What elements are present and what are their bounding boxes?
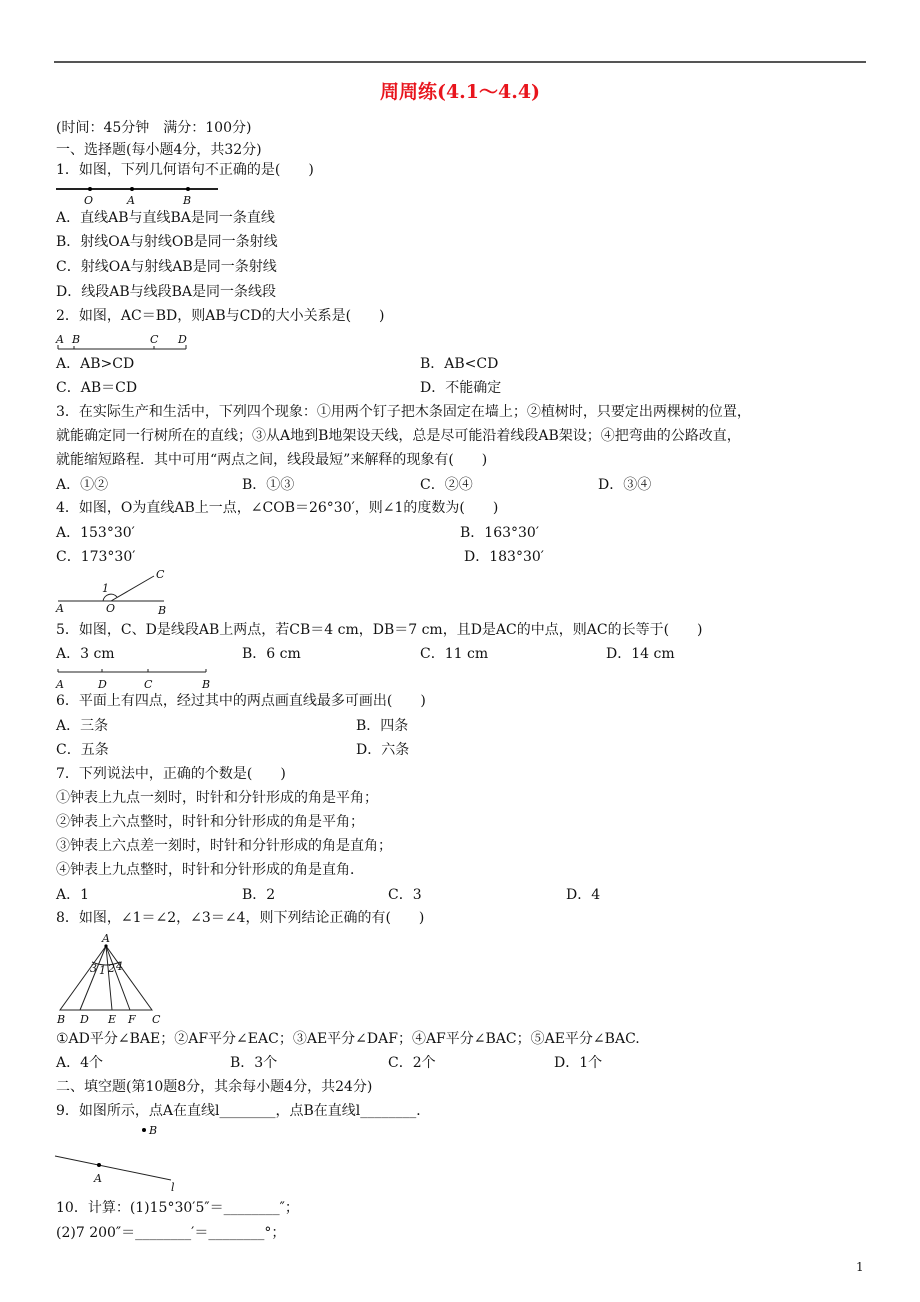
exam-meta: (时间：45分钟 满分：100分) (56, 120, 252, 136)
figure-label: 4 (116, 960, 123, 973)
option: B．2 (242, 887, 276, 903)
figure-label: F (128, 1013, 136, 1026)
option: D．不能确定 (420, 380, 502, 396)
option: C．2个 (388, 1055, 436, 1071)
statement: ①钟表上九点一刻时，时针和分针形成的角是平角； (56, 790, 378, 806)
option: C．五条 (56, 742, 109, 758)
option: D．1个 (554, 1055, 603, 1071)
point-label: A (127, 194, 135, 207)
figure-label: C (144, 678, 153, 691)
statement: ②钟表上六点整时，时针和分针形成的角是平角； (56, 814, 364, 830)
header-rule (54, 61, 866, 63)
option: B．6 cm (242, 646, 301, 662)
option: B．AB<CD (420, 356, 499, 372)
option: A．直线AB与直线BA是同一条直线 (56, 210, 275, 226)
question-stem: 2．如图，AC＝BD，则AB与CD的大小关系是( ) (56, 308, 385, 324)
question-stem: 1．如图，下列几何语句不正确的是( ) (56, 162, 314, 178)
figure-label: A (56, 333, 64, 346)
q1-figure (56, 182, 226, 206)
question-stem: 7．下列说法中，正确的个数是( ) (56, 766, 286, 782)
option: C．AB＝CD (56, 380, 138, 396)
question-stem: 就能缩短路程．其中可用“两点之间，线段最短”来解释的现象有( ) (56, 452, 488, 468)
question-stem: 9．如图所示，点A在直线l________，点B在直线l________． (56, 1103, 431, 1119)
option: D．六条 (356, 742, 410, 758)
statement: ③钟表上六点差一刻时，时针和分针形成的角是直角； (56, 838, 392, 854)
section-heading: 二、填空题(第10题8分，其余每小题4分，共24分) (56, 1079, 373, 1095)
option: D．③④ (598, 477, 652, 493)
statement: ④钟表上九点整时，时针和分针形成的角是直角． (56, 862, 364, 878)
figure-label: A (56, 678, 64, 691)
question-stem: 3．在实际生产和生活中，下列四个现象：①用两个钉子把木条固定在墙上；②植树时，只要定出两棵树的位置， (56, 404, 751, 420)
option: A．三条 (56, 718, 109, 734)
option: B．①③ (242, 477, 295, 493)
figure-label: C (156, 568, 165, 581)
figure-label: O (106, 602, 116, 615)
figure-label: B (72, 333, 81, 346)
option: A．153°30′ (56, 525, 135, 541)
figure-label: C (150, 333, 159, 346)
question-stem: 就能确定同一行树所在的直线；③从A地到B地架设天线，总是尽可能沿着线段AB架设；④把弯曲的公路改直， (56, 428, 741, 444)
option: A．4个 (56, 1055, 104, 1071)
option: D．183°30′ (464, 549, 544, 565)
question-stem: 6．平面上有四点，经过其中的两点画直线最多可画出( ) (56, 693, 426, 709)
option: B．3个 (230, 1055, 278, 1071)
figure-label: A (102, 932, 110, 945)
figure-label: 1 (102, 582, 109, 595)
figure-label: A (94, 1172, 102, 1185)
point-label: B (183, 194, 192, 207)
option: A．3 cm (56, 646, 115, 662)
option: D．14 cm (606, 646, 675, 662)
figure-label: C (152, 1013, 161, 1026)
option: B．163°30′ (460, 525, 540, 541)
q9-figure (54, 1120, 184, 1194)
figure-label: 1 (99, 964, 106, 977)
option: B．射线OA与射线OB是同一条射线 (56, 234, 278, 250)
figure-label: l (171, 1181, 175, 1194)
option: C．射线OA与射线AB是同一条射线 (56, 259, 277, 275)
statements: ①AD平分∠BAE；②AF平分∠EAC；③AE平分∠DAF；④AF平分∠BAC；⑤AE平分∠BAC. (56, 1031, 640, 1047)
figure-label: B (149, 1124, 158, 1137)
section-heading: 一、选择题(每小题4分，共32分) (56, 142, 262, 158)
option: C．3 (388, 887, 422, 903)
point-label: O (84, 194, 94, 207)
option: D．4 (566, 887, 601, 903)
question-stem: 8．如图，∠1＝∠2，∠3＝∠4，则下列结论正确的有( ) (56, 910, 425, 926)
q4-figure (56, 568, 176, 616)
question-stem: 10．计算：(1)15°30′5″＝________″； (56, 1200, 299, 1216)
figure-label: B (202, 678, 211, 691)
figure-label: E (108, 1013, 117, 1026)
option: C．173°30′ (56, 549, 136, 565)
option: D．线段AB与线段BA是同一条线段 (56, 284, 277, 300)
figure-label: B (158, 604, 167, 617)
q8-figure (56, 932, 196, 1024)
option: A．①② (56, 477, 109, 493)
figure-label: D (98, 678, 107, 691)
question-stem: 4．如图，O为直线AB上一点，∠COB＝26°30′，则∠1的度数为( ) (56, 500, 499, 516)
question-stem: (2)7 200″＝________′＝________°； (56, 1225, 286, 1241)
figure-label: 2 (108, 962, 115, 975)
option: C．11 cm (420, 646, 489, 662)
figure-label: A (56, 602, 64, 615)
q2-figure (56, 333, 196, 355)
figure-label: 3 (90, 962, 97, 975)
option: A．AB>CD (56, 356, 135, 372)
option: C．②④ (420, 477, 473, 493)
page-title: 周周练(4.1～4.4) (379, 81, 541, 103)
option: B．四条 (356, 718, 409, 734)
question-stem: 5．如图，C、D是线段AB上两点，若CB＝4 cm，DB＝7 cm，且D是AC的中点，则AC的长等于( ) (56, 622, 703, 638)
page-number: 1 (856, 1260, 864, 1274)
q5-figure (56, 667, 216, 691)
figure-label: D (178, 333, 187, 346)
figure-label: B (57, 1013, 66, 1026)
option: A．1 (56, 887, 90, 903)
figure-label: D (80, 1013, 89, 1026)
